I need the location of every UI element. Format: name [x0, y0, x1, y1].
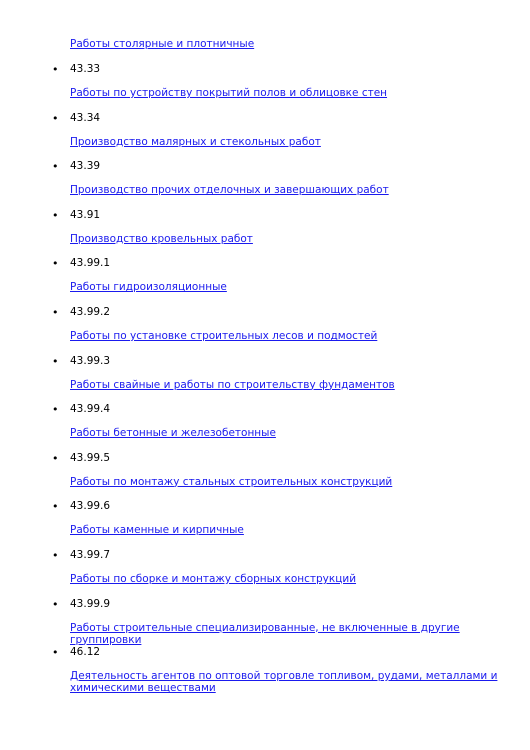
activity-link[interactable]: Работы строительные специализированные, не включенные в другие группировки	[70, 621, 460, 646]
bullet-icon: •	[52, 160, 59, 174]
list-item	[0, 208, 530, 257]
activity-code: 46.12	[70, 646, 101, 659]
activity-link[interactable]: Производство прочих отделочных и завершающих работ	[70, 184, 389, 197]
activity-link[interactable]: Производство кровельных работ	[70, 232, 253, 245]
activity-code: 43.99.2	[70, 305, 111, 318]
activity-link[interactable]: Работы по сборке и монтажу сборных конструкций	[70, 572, 357, 585]
bullet-icon: •	[52, 500, 59, 514]
list-item	[0, 159, 530, 208]
activity-code: 43.91	[70, 208, 101, 221]
list-item	[0, 111, 530, 160]
activity-code: 43.99.7	[70, 548, 111, 561]
bullet-icon: •	[52, 63, 59, 76]
bullet-icon: •	[52, 257, 59, 271]
bullet-icon: •	[52, 597, 59, 611]
activity-link[interactable]: Работы каменные и кирпичные	[70, 524, 244, 537]
activity-link[interactable]: Производство малярных и стекольных работ	[70, 135, 321, 148]
list-item	[0, 256, 530, 305]
bullet-icon: •	[52, 403, 59, 417]
activity-link[interactable]: Работы свайные и работы по строительству фундаментов	[70, 378, 395, 391]
activity-link[interactable]: Работы по устройству покрытий полов и облицовке стен	[70, 87, 388, 99]
activity-code: 43.99.6	[70, 500, 111, 513]
list-item	[0, 548, 530, 597]
bullet-icon: •	[52, 354, 59, 368]
bullet-icon: •	[52, 305, 59, 319]
bullet-icon: •	[52, 208, 59, 222]
activity-link[interactable]: Деятельность агентов по оптовой торговле топливом, рудами, металлами и химическими веществами	[70, 670, 498, 695]
bullet-icon: •	[52, 111, 59, 125]
activity-code: 43.99.4	[70, 403, 111, 416]
activity-link[interactable]: Работы гидроизоляционные	[70, 281, 227, 294]
list-item	[0, 499, 530, 548]
activity-code: 43.99.3	[70, 354, 111, 367]
activity-code: 43.39	[70, 160, 101, 173]
list-item	[0, 402, 530, 451]
activity-code: 43.99.9	[70, 597, 111, 610]
list-item	[0, 354, 530, 403]
activity-code: 43.99.1	[70, 257, 111, 270]
list-item	[0, 305, 530, 354]
activity-code: 43.99.5	[70, 451, 111, 464]
activity-code-list	[0, 62, 530, 694]
activity-link[interactable]: Работы по монтажу стальных строительных конструкций	[70, 475, 393, 488]
activity-link[interactable]: Работы бетонные и железобетонные	[70, 427, 276, 440]
list-item	[0, 597, 530, 646]
activity-code: 43.34	[70, 111, 101, 124]
activity-link-carpentry[interactable]: Работы столярные и плотничные	[70, 38, 255, 50]
list-item	[0, 451, 530, 500]
activity-code: 43.33	[70, 63, 101, 75]
list-item	[0, 62, 530, 111]
bullet-icon: •	[52, 548, 59, 562]
list-item	[0, 645, 530, 694]
bullet-icon: •	[52, 646, 59, 660]
bullet-icon: •	[52, 451, 59, 465]
activity-link[interactable]: Работы по установке строительных лесов и подмостей	[70, 329, 378, 342]
